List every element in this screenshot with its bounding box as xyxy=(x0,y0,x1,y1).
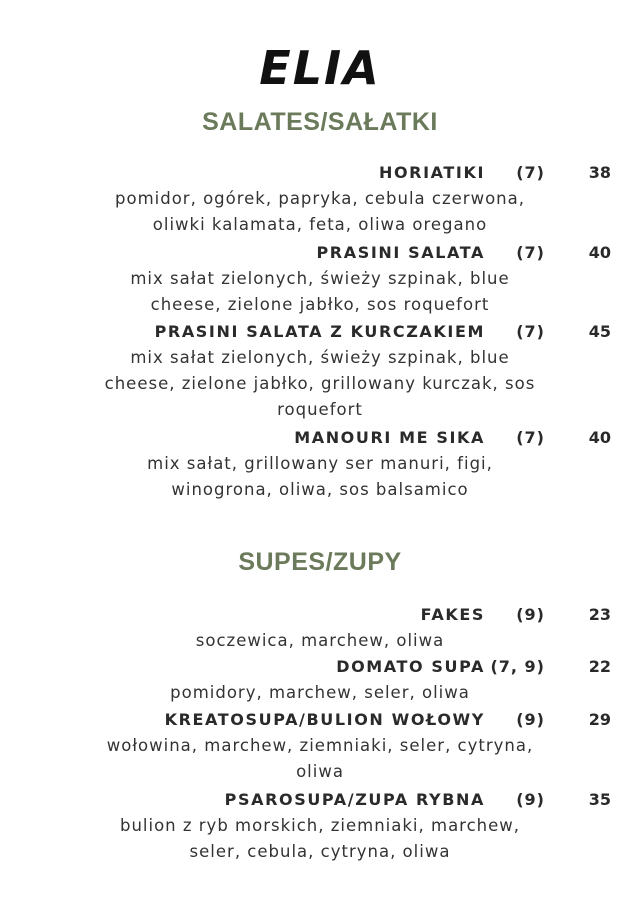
menu-item-price: 22 xyxy=(588,657,611,676)
description-line: cheese, zielone jabłko, grillowany kurczak, sos xyxy=(104,374,536,393)
menu-item-price: 38 xyxy=(588,163,611,182)
description-line: soczewica, marchew, oliwa xyxy=(195,631,445,650)
description-line: bulion z ryb morskich, ziemniaki, marchew, xyxy=(119,816,521,835)
description-line: winogrona, oliwa, sos balsamico xyxy=(171,480,469,499)
menu-item-price: 23 xyxy=(588,605,611,624)
menu-item-name: FAKES xyxy=(420,605,485,624)
menu-item-price: 40 xyxy=(588,243,611,262)
menu-item-name: KREATOSUPA/BULION WOŁOWY xyxy=(164,710,485,729)
menu-item-allergens: (7) xyxy=(516,428,545,447)
description-line: mix sałat zielonych, świeży szpinak, blue xyxy=(130,348,510,367)
description-line: wołowina, marchew, ziemniaki, seler, cytryna, xyxy=(106,736,534,755)
description-line: mix sałat, grillowany ser manuri, figi, xyxy=(147,454,493,473)
menu-item-name: DOMATO SUPA xyxy=(336,657,485,676)
description-line: mix sałat zielonych, świeży szpinak, blue xyxy=(130,269,510,288)
menu-item-price: 35 xyxy=(588,790,611,809)
menu-item-allergens: (9) xyxy=(516,790,545,809)
menu-item-description xyxy=(90,345,550,423)
description-line: oliwa xyxy=(296,762,344,781)
menu-item-allergens: (7) xyxy=(516,243,545,262)
menu-item-price: 40 xyxy=(588,428,611,447)
menu-item-name: PSAROSUPA/ZUPA RYBNA xyxy=(224,790,485,809)
menu-item-description xyxy=(90,680,550,706)
section-title-salads: SALATES/SAŁATKI xyxy=(202,108,438,136)
description-line: cheese, zielone jabłko, sos roquefort xyxy=(150,295,490,314)
menu-item-allergens: (9) xyxy=(516,710,545,729)
description-line: roquefort xyxy=(277,400,363,419)
menu-item-allergens: (9) xyxy=(516,605,545,624)
description-line: oliwki kalamata, feta, oliwa oregano xyxy=(152,215,488,234)
restaurant-logo: ELIA xyxy=(259,41,381,95)
menu-item-price: 45 xyxy=(588,322,611,341)
menu-item-allergens: (7, 9) xyxy=(490,657,545,676)
menu-item-description xyxy=(90,451,550,503)
menu-item-name: PRASINI SALATA xyxy=(316,243,485,262)
description-line: seler, cebula, cytryna, oliwa xyxy=(189,842,451,861)
menu-item-description xyxy=(90,733,550,785)
menu-item-description xyxy=(90,813,550,865)
description-line: pomidory, marchew, seler, oliwa xyxy=(170,683,470,702)
menu-item-description xyxy=(90,628,550,654)
menu-item-price: 29 xyxy=(588,710,611,729)
menu-item-description xyxy=(90,186,550,238)
menu-item-name: MANOURI ME SIKA xyxy=(294,428,485,447)
section-title-soups: SUPES/ZUPY xyxy=(238,548,402,576)
menu-item-description xyxy=(90,266,550,318)
menu-item-name: PRASINI SALATA Z KURCZAKIEM xyxy=(154,322,485,341)
menu-item-allergens: (7) xyxy=(516,322,545,341)
menu-item-allergens: (7) xyxy=(516,163,545,182)
menu-item-name: HORIATIKI xyxy=(378,163,485,182)
description-line: pomidor, ogórek, papryka, cebula czerwona, xyxy=(115,189,525,208)
